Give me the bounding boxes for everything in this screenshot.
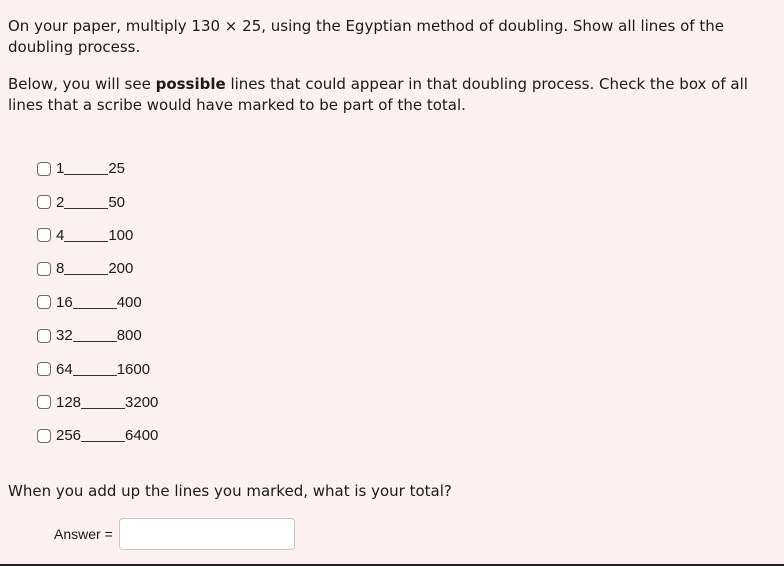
option-left-value: 1 (56, 160, 65, 178)
doubling-line-option[interactable] (37, 419, 158, 452)
option-right-value: 3200 (125, 393, 159, 411)
instruction-text-end: lines that could appear in that doubling process. Check the box of all lines that a scribe would have marked to be part of the total. (8, 75, 748, 114)
option-left-value: 4 (56, 226, 65, 244)
doubling-line-option[interactable] (37, 352, 158, 385)
checkbox[interactable] (37, 228, 51, 242)
checkbox[interactable] (37, 262, 51, 276)
option-underline (73, 329, 117, 342)
instruction-emphasis: possible (155, 75, 226, 93)
answer-input[interactable] (119, 518, 295, 550)
option-underline (64, 229, 108, 242)
option-right-value: 200 (108, 260, 134, 278)
checkbox[interactable] (37, 162, 51, 176)
option-right-value: 800 (116, 327, 142, 345)
answer-label: Answer = (54, 526, 113, 542)
doubling-line-option[interactable] (37, 185, 158, 218)
option-right-value: 6400 (125, 427, 159, 445)
option-left-value: 2 (56, 193, 65, 211)
option-right-value: 400 (116, 293, 142, 311)
doubling-line-option[interactable] (37, 152, 158, 185)
option-right-value: 25 (108, 160, 126, 178)
option-left-value: 256 (56, 427, 82, 445)
total-question: When you add up the lines you marked, what is your total? (8, 482, 452, 500)
checkbox[interactable] (37, 362, 51, 376)
checkbox[interactable] (37, 195, 51, 209)
checkbox[interactable] (37, 395, 51, 409)
instruction-text-start: Below, you will see (8, 75, 156, 93)
doubling-line-option[interactable] (37, 219, 158, 252)
instruction-multiply: On your paper, multiply 130 × 25, using the Egyptian method of doubling. Show all lines of the doubling process. (8, 17, 724, 56)
option-right-value: 100 (108, 226, 134, 244)
doubling-lines-list (37, 152, 158, 453)
checkbox[interactable] (37, 329, 51, 343)
doubling-line-option[interactable] (37, 386, 158, 419)
option-left-value: 32 (56, 327, 73, 345)
option-underline (73, 363, 117, 376)
problem-prompt (8, 16, 774, 132)
option-underline (64, 262, 108, 275)
answer-row (54, 518, 295, 550)
doubling-line-option[interactable] (37, 286, 158, 319)
option-underline (73, 296, 117, 309)
option-left-value: 16 (56, 293, 73, 311)
checkbox[interactable] (37, 429, 51, 443)
checkbox[interactable] (37, 295, 51, 309)
option-left-value: 128 (56, 393, 82, 411)
option-underline (64, 196, 108, 209)
option-underline (64, 162, 108, 175)
option-left-value: 64 (56, 360, 73, 378)
option-underline (81, 429, 125, 442)
option-right-value: 50 (108, 193, 126, 211)
instruction-check-lines (8, 74, 774, 116)
doubling-line-option[interactable] (37, 252, 158, 285)
option-underline (81, 396, 125, 409)
option-right-value: 1600 (116, 360, 151, 378)
option-left-value: 8 (56, 260, 65, 278)
doubling-line-option[interactable] (37, 319, 158, 352)
